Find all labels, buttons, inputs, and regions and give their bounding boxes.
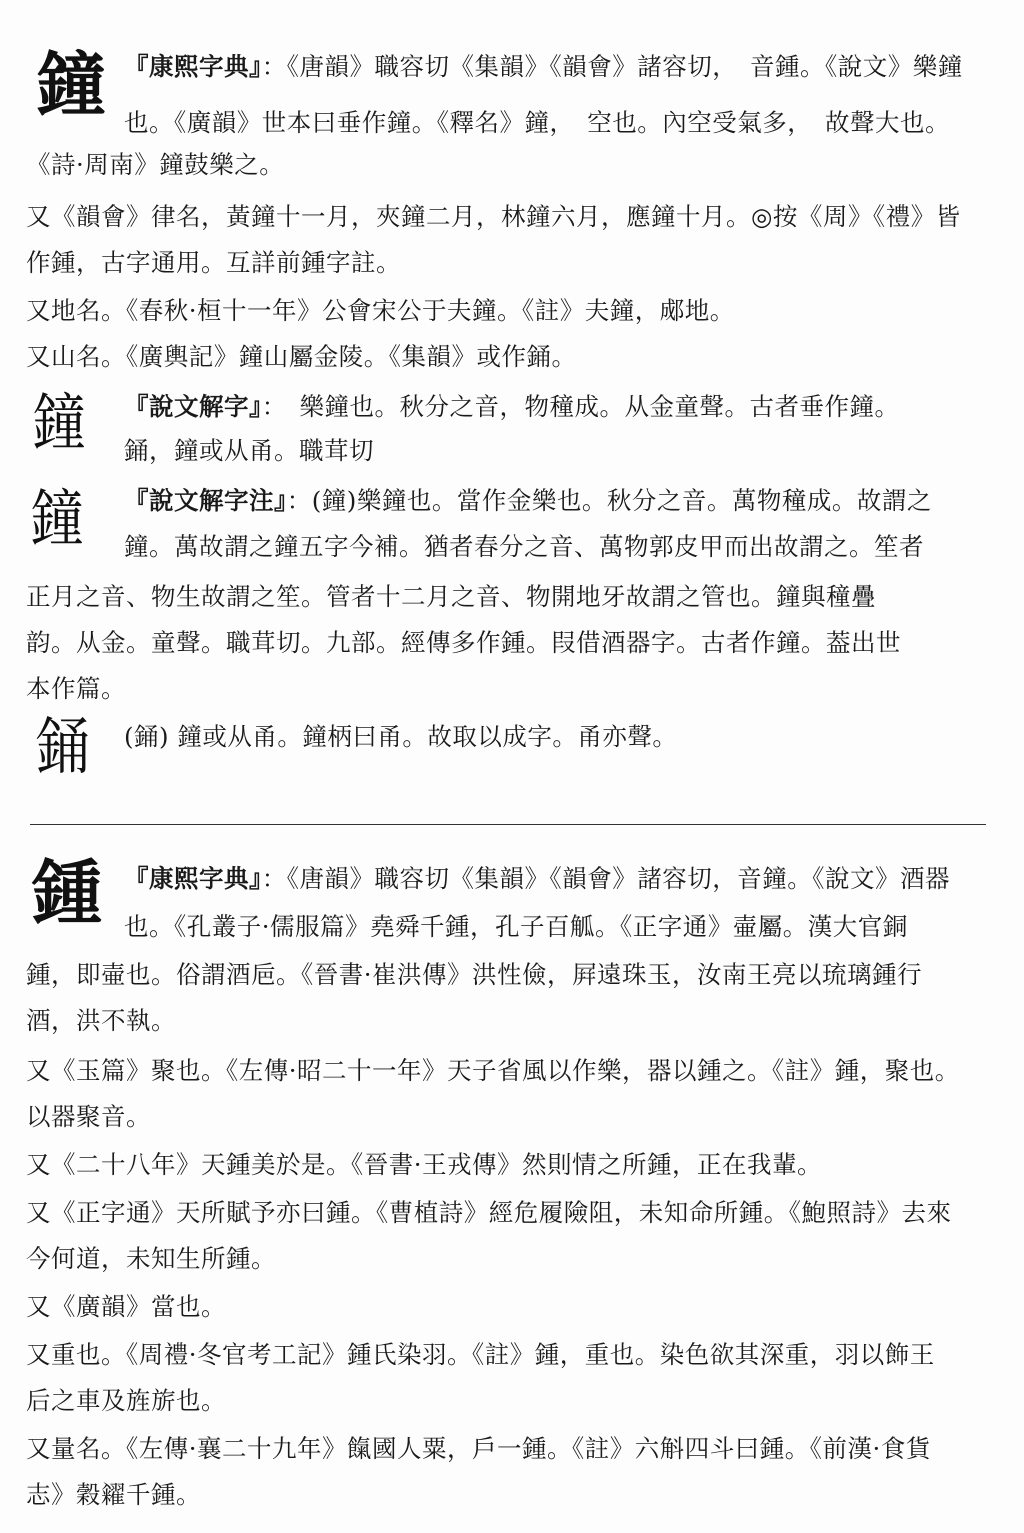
kangxi-bell-line-6: 又地名。《春秋·桓十一年》公會宋公于夫鐘。《註》夫鐘，郕地。 [26, 296, 735, 325]
kangxi-vessel-line-7: 又《二十八年》天鍾美於是。《晉書·王戎傳》然則情之所鍾，正在我輩。 [26, 1150, 823, 1179]
variant-line-1: (銿) 鐘或从甬。鐘柄曰甬。故取以成字。甬亦聲。 [124, 722, 678, 751]
kangxi-bell-line-5: 作鍾，古字通用。互詳前鍾字註。 [26, 248, 401, 277]
source-label: 『康熙字典』 [124, 864, 262, 893]
source-label: 『說文解字』 [124, 392, 262, 421]
source-label: 『說文解字注』 [124, 486, 287, 515]
entry-text: ： 樂鐘也。秋分之音，物穜成。从金童聲。古者垂作鐘。 [261, 392, 900, 421]
kangxi-vessel-line-14: 志》穀糴千鍾。 [26, 1480, 201, 1509]
entry-text: ：《唐韻》職容切《集韻》《韻會》諸容切，音鐘。《說文》酒器 [261, 864, 950, 893]
kangxi-bell-line-1 [124, 50, 998, 84]
source-label: 『康熙字典』 [124, 52, 262, 81]
kangxi-vessel-line-13: 又量名。《左傳·襄二十九年》餼國人粟，戶一鍾。《註》六斛四斗曰鍾。《前漢·食貨 [26, 1434, 931, 1463]
section-divider [30, 824, 986, 825]
shuowen-zhu-line-1 [124, 484, 998, 518]
head-character-vessel: 鍾 [32, 851, 102, 934]
kangxi-vessel-line-8: 又《正字通》天所賦予亦曰鍾。《曹植詩》經危履險阻，未知命所鍾。《鮑照詩》去來 [26, 1198, 952, 1227]
kangxi-bell-line-3: 《詩·周南》鐘鼓樂之。 [26, 150, 285, 179]
seal-character-bell: 鐘 [32, 386, 86, 459]
head-character-bell: 鐘 [36, 43, 106, 126]
kangxi-vessel-line-11: 又重也。《周禮·冬官考工記》鍾氏染羽。《註》鍾，重也。染色欲其深重，羽以飾王 [26, 1340, 935, 1369]
entry-text: ：(鐘)樂鐘也。當作金樂也。秋分之音。萬物穜成。故謂之 [286, 486, 932, 515]
kangxi-bell-line-7: 又山名。《廣輿記》鐘山屬金陵。《集韻》或作銿。 [26, 342, 577, 371]
shuowen-line-2: 銿，鐘或从甬。職茸切 [124, 436, 374, 465]
shuowen-zhu-line-3: 正月之音、物生故謂之笙。管者十二月之音、物開地牙故謂之管也。鐘與穜疊 [26, 582, 876, 611]
entry-text: ：《唐韻》職容切《集韻》《韻會》諸容切， 音鍾。《說文》樂鐘 [261, 52, 963, 81]
shuowen-zhu-line-2: 鐘。萬故謂之鐘五字今補。猶者春分之音、萬物郭皮甲而出故謂之。笙者 [124, 532, 924, 561]
seal-character-bell-2: 鐘 [30, 482, 84, 555]
shuowen-zhu-line-4: 韵。从金。童聲。職茸切。九部。經傳多作鍾。叚借酒器字。古者作鐘。葢出世 [26, 628, 901, 657]
kangxi-vessel-line-2: 也。《孔叢子·儒服篇》堯舜千鍾，孔子百觚。《正字通》壷屬。漢大官銅 [124, 912, 908, 941]
seal-character-variant: 銿 [36, 710, 90, 783]
kangxi-vessel-line-4: 酒，洪不執。 [26, 1006, 176, 1035]
kangxi-vessel-line-1 [124, 862, 998, 896]
kangxi-vessel-line-3: 鍾，即壷也。俗謂酒巵。《晉書·崔洪傳》洪性儉，屛遠珠玉，汝南王亮以琉璃鍾行 [26, 960, 923, 989]
kangxi-bell-line-2: 也。《廣韻》世本曰垂作鐘。《釋名》鐘， 空也。內空受氣多， 故聲大也。 [124, 108, 950, 137]
kangxi-vessel-line-6: 以器聚音。 [26, 1102, 151, 1131]
kangxi-bell-line-4: 又《韻會》律名，黃鐘十一月，夾鐘二月，林鐘六月，應鐘十月。◎按《周》《禮》皆 [26, 202, 961, 231]
kangxi-vessel-line-10: 又《廣韻》當也。 [26, 1292, 226, 1321]
kangxi-vessel-line-12: 后之車及旌旂也。 [26, 1386, 226, 1415]
kangxi-vessel-line-9: 今何道，未知生所鍾。 [26, 1244, 276, 1273]
kangxi-vessel-line-5: 又《玉篇》聚也。《左傳·昭二十一年》天子省風以作樂，器以鍾之。《註》鍾，聚也。 [26, 1056, 960, 1085]
shuowen-line-1 [124, 390, 998, 424]
shuowen-zhu-line-5: 本作篇。 [26, 674, 126, 703]
